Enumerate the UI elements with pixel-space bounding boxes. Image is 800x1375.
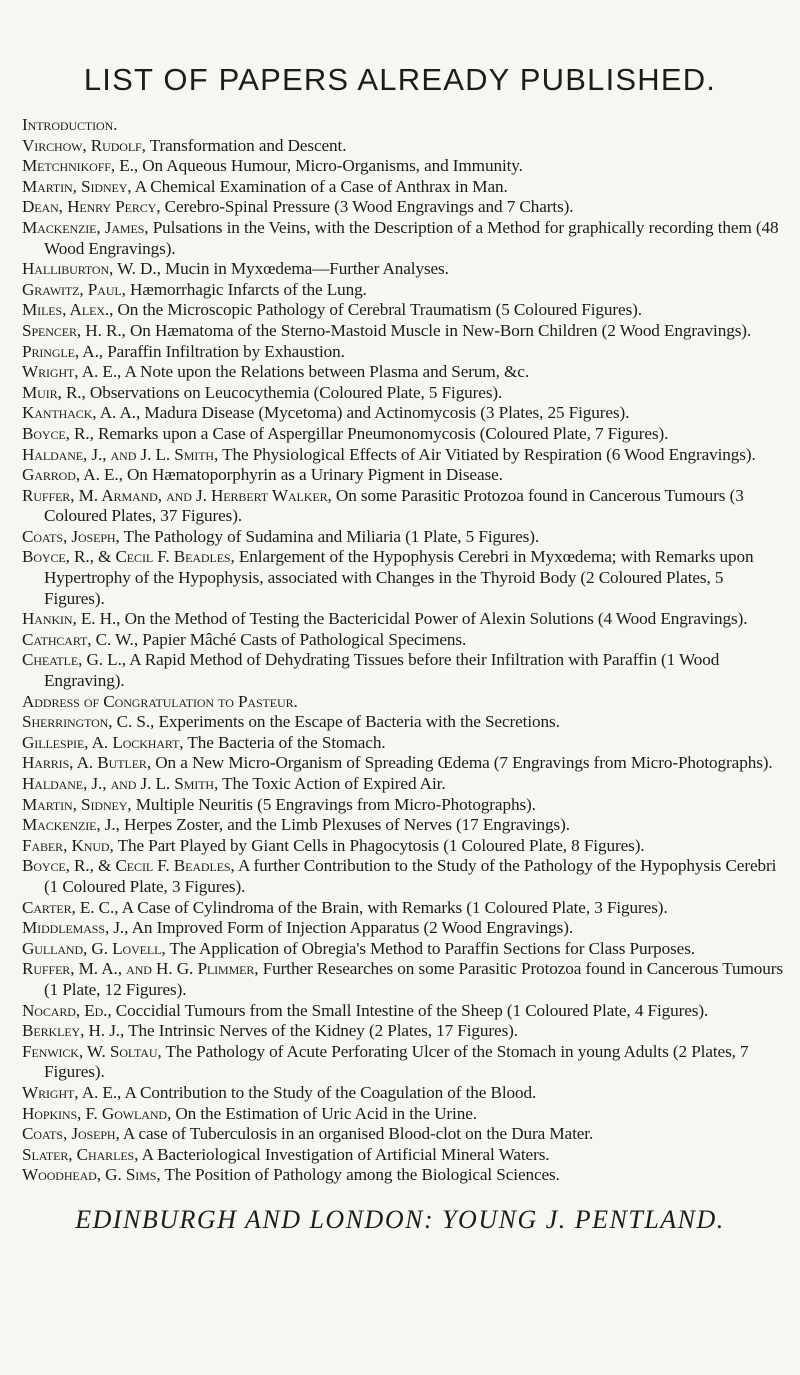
paper-author: Berkley, H. J., [22, 1021, 125, 1041]
paper-author: Hankin, E. H., [22, 609, 121, 629]
paper-entry [22, 403, 784, 424]
paper-title: Herpes Zoster, and the Limb Plexuses of Nerves (17 Engravings). [123, 815, 570, 835]
paper-author: Grawitz, Paul, [22, 279, 126, 299]
paper-entry [22, 156, 784, 177]
paper-title: The Bacteria of the Stomach. [187, 732, 386, 752]
paper-author: Martin, Sidney, [22, 794, 132, 814]
paper-entry [22, 650, 784, 691]
paper-title: On Hæmatoma of the Sterno-Mastoid Muscle in New-Born Children (2 Wood Engravings). [129, 320, 752, 340]
paper-author: Fenwick, W. Soltau, [22, 1041, 162, 1061]
paper-title: On the Method of Testing the Bactericidal Power of Alexin Solutions (4 Wood Engravings). [124, 609, 748, 629]
paper-entry [22, 753, 784, 774]
paper-title: A further Contribution to the Study of the Pathology of the Hypophysis Cerebri (1 Coloured Plate, 3 Figures). [44, 856, 777, 896]
paper-entry [22, 712, 784, 733]
paper-title: A Contribution to the Study of the Coagulation of the Blood. [124, 1082, 537, 1102]
paper-author: Haldane, J., and J. L. Smith, [22, 444, 219, 464]
paper-title: A case of Tuberculosis in an organised Blood-clot on the Dura Mater. [122, 1124, 594, 1144]
paper-author: Kanthack, A. A., [22, 403, 141, 423]
paper-author: Gillespie, A. Lockhart, [22, 732, 184, 752]
paper-entry [22, 321, 784, 342]
paper-author: Miles, Alex., [22, 300, 114, 320]
paper-title: A Rapid Method of Dehydrating Tissues before their Infiltration with Paraffin (1 Wood Engraving). [44, 650, 720, 691]
paper-entry [22, 1145, 784, 1166]
paper-author: Virchow, Rudolf, [22, 135, 146, 155]
paper-entry [22, 486, 784, 527]
paper-title: Enlargement of the Hypophysis Cerebri in Myxœdema; with Remarks upon Hypertrophy of the Hypophysis, associated with Changes in the Thyroid Body (2 Coloured Plates, 5 Figures). [44, 547, 754, 608]
paper-author: Coats, Joseph, [22, 526, 120, 546]
paper-entry [22, 1083, 784, 1104]
paper-entry [22, 630, 784, 651]
paper-title: An Improved Form of Injection Apparatus (2 Wood Engravings). [131, 918, 574, 938]
paper-title: The Part Played by Giant Cells in Phagocytosis (1 Coloured Plate, 8 Figures). [117, 835, 645, 855]
paper-author: Spencer, H. R., [22, 320, 126, 340]
paper-entry [22, 383, 784, 404]
paper-entry [22, 527, 784, 548]
page-title: LIST OF PAPERS ALREADY PUBLISHED. [83, 62, 717, 97]
paper-author: Mackenzie, J., [22, 815, 120, 835]
paper-author: Ruffer, M. A., and H. G. Plimmer, [22, 959, 259, 979]
paper-list [22, 115, 784, 1186]
paper-author: Ruffer, M. Armand, and J. Herbert Walker, [22, 485, 332, 505]
paper-author: Cathcart, C. W., [22, 629, 139, 649]
paper-title: The Pathology of Sudamina and Miliaria (1 Plate, 5 Figures). [123, 526, 540, 546]
paper-author: Pringle, A., [22, 341, 104, 361]
paper-entry [22, 1042, 784, 1083]
paper-author: Woodhead, G. Sims, [22, 1165, 161, 1185]
paper-title: On Aqueous Humour, Micro-Organisms, and Immunity. [142, 156, 523, 176]
paper-entry [22, 1124, 784, 1145]
paper-title: Paraffin Infiltration by Exhaustion. [107, 341, 345, 361]
paper-title: Further Researches on some Parasitic Protozoa found in Cancerous Tumours (1 Plate, 12 Figures). [44, 959, 783, 999]
paper-entry [22, 815, 784, 836]
paper-author: Mackenzie, James, [22, 217, 149, 237]
paper-title: Remarks upon a Case of Aspergillar Pneumonomycosis (Coloured Plate, 7 Figures). [98, 423, 669, 443]
paper-author: Coats, Joseph, [22, 1124, 120, 1144]
paper-title: On Hæmatoporphyrin as a Urinary Pigment in Disease. [126, 465, 503, 485]
paper-entry [22, 177, 784, 198]
paper-entry [22, 856, 784, 897]
paper-title: Experiments on the Escape of Bacteria with the Secretions. [158, 712, 560, 732]
paper-title: A Case of Cylindroma of the Brain, with Remarks (1 Coloured Plate, 3 Figures). [121, 897, 668, 917]
paper-title: A Chemical Examination of a Case of Anthrax in Man. [134, 176, 508, 196]
paper-title: The Position of Pathology among the Biological Sciences. [164, 1165, 560, 1185]
paper-author: Slater, Charles, [22, 1144, 139, 1164]
paper-author: Faber, Knud, [22, 835, 114, 855]
paper-entry [22, 136, 784, 157]
paper-entry [22, 774, 784, 795]
paper-entry [22, 424, 784, 445]
paper-author: Boyce, R., & Cecil F. Beadles, [22, 856, 235, 876]
paper-author: Haldane, J., and J. L. Smith, [22, 774, 219, 793]
paper-author: Dean, Henry Percy, [22, 197, 161, 217]
paper-author: Carter, E. C., [22, 897, 119, 917]
paper-author: Gulland, G. Lovell, [22, 938, 166, 958]
paper-author: Wright, A. E., [22, 362, 122, 382]
paper-author: Harris, A. Butler, [22, 753, 152, 773]
paper-entry [22, 259, 784, 280]
paper-author: Martin, Sidney, [22, 176, 132, 196]
publisher-imprint: EDINBURGH AND LONDON: YOUNG J. PENTLAND. [75, 1205, 725, 1234]
paper-title: On some Parasitic Protozoa found in Cancerous Tumours (3 Coloured Plates, 37 Figures). [44, 485, 744, 526]
paper-entry [22, 795, 784, 816]
paper-entry [22, 115, 784, 136]
paper-entry [22, 692, 784, 713]
paper-entry [22, 342, 784, 363]
paper-author: Sherrington, C. S., [22, 712, 155, 732]
paper-title: Cerebro-Spinal Pressure (3 Wood Engravings and 7 Charts). [164, 197, 574, 217]
paper-title: Observations on Leucocythemia (Coloured Plate, 5 Figures). [89, 382, 503, 402]
paper-author: Boyce, R., & Cecil F. Beadles, [22, 547, 235, 567]
paper-entry [22, 300, 784, 321]
paper-title: On the Microscopic Pathology of Cerebral Traumatism (5 Coloured Figures). [117, 300, 642, 320]
paper-author: Cheatle, G. L., [22, 650, 126, 670]
paper-entry [22, 197, 784, 218]
paper-title: A Bacteriological Investigation of Artificial Mineral Waters. [141, 1144, 550, 1164]
paper-title: The Application of Obregia's Method to Paraffin Sections for Class Purposes. [169, 938, 695, 958]
paper-author: Muir, R., [22, 382, 86, 402]
paper-entry [22, 609, 784, 630]
paper-entry [22, 898, 784, 919]
paper-title: Transformation and Descent. [149, 135, 347, 155]
paper-entry [22, 280, 784, 301]
paper-title: Pulsations in the Veins, with the Description of a Method for graphically recording them (48 Wood Engravings). [44, 217, 779, 258]
paper-title: Multiple Neuritis (5 Engravings from Micro-Photographs). [135, 794, 536, 814]
paper-title: The Pathology of Acute Perforating Ulcer of the Stomach in young Adults (2 Plates, 7 Figures). [44, 1041, 749, 1082]
paper-author: Halliburton, W. D., [22, 259, 161, 279]
paper-author: Boyce, R., [22, 423, 94, 443]
paper-entry [22, 1001, 784, 1022]
paper-title: The Toxic Action of Expired Air. [222, 774, 446, 793]
paper-title: Hæmorrhagic Infarcts of the Lung. [130, 279, 367, 299]
paper-entry [22, 1165, 784, 1186]
paper-author: Address of Congratulation to Pasteur. [22, 691, 298, 711]
paper-title: On a New Micro-Organism of Spreading Œdema (7 Engravings from Micro-Photographs). [155, 753, 773, 773]
paper-entry [22, 836, 784, 857]
paper-entry [22, 733, 784, 754]
paper-entry [22, 939, 784, 960]
paper-entry [22, 1104, 784, 1125]
paper-author: Wright, A. E., [22, 1082, 122, 1102]
paper-title: A Note upon the Relations between Plasma and Serum, &c. [124, 362, 530, 382]
paper-entry [22, 362, 784, 383]
paper-author: Introduction. [22, 115, 118, 134]
paper-entry [22, 465, 784, 486]
paper-author: Garrod, A. E., [22, 465, 123, 485]
paper-author: Hopkins, F. Gowland, [22, 1103, 172, 1123]
paper-entry [22, 218, 784, 259]
paper-entry [22, 445, 784, 466]
paper-author: Nocard, Ed., [22, 1000, 112, 1020]
paper-entry [22, 547, 784, 609]
paper-title: Mucin in Myxœdema—Further Analyses. [164, 259, 449, 279]
paper-title: The Physiological Effects of Air Vitiated by Respiration (6 Wood Engravings). [222, 444, 756, 464]
paper-title: Madura Disease (Mycetoma) and Actinomycosis (3 Plates, 25 Figures). [144, 403, 630, 423]
paper-title: The Intrinsic Nerves of the Kidney (2 Plates, 17 Figures). [128, 1021, 518, 1041]
paper-author: Middlemass, J., [22, 918, 129, 938]
paper-title: On the Estimation of Uric Acid in the Urine. [175, 1103, 477, 1123]
paper-entry [22, 918, 784, 939]
paper-entry [22, 1021, 784, 1042]
paper-title: Coccidial Tumours from the Small Intestine of the Sheep (1 Coloured Plate, 4 Figures). [115, 1000, 709, 1020]
paper-entry [22, 959, 784, 1000]
paper-title: Papier Mâché Casts of Pathological Specimens. [142, 629, 467, 649]
paper-author: Metchnikoff, E., [22, 156, 139, 176]
